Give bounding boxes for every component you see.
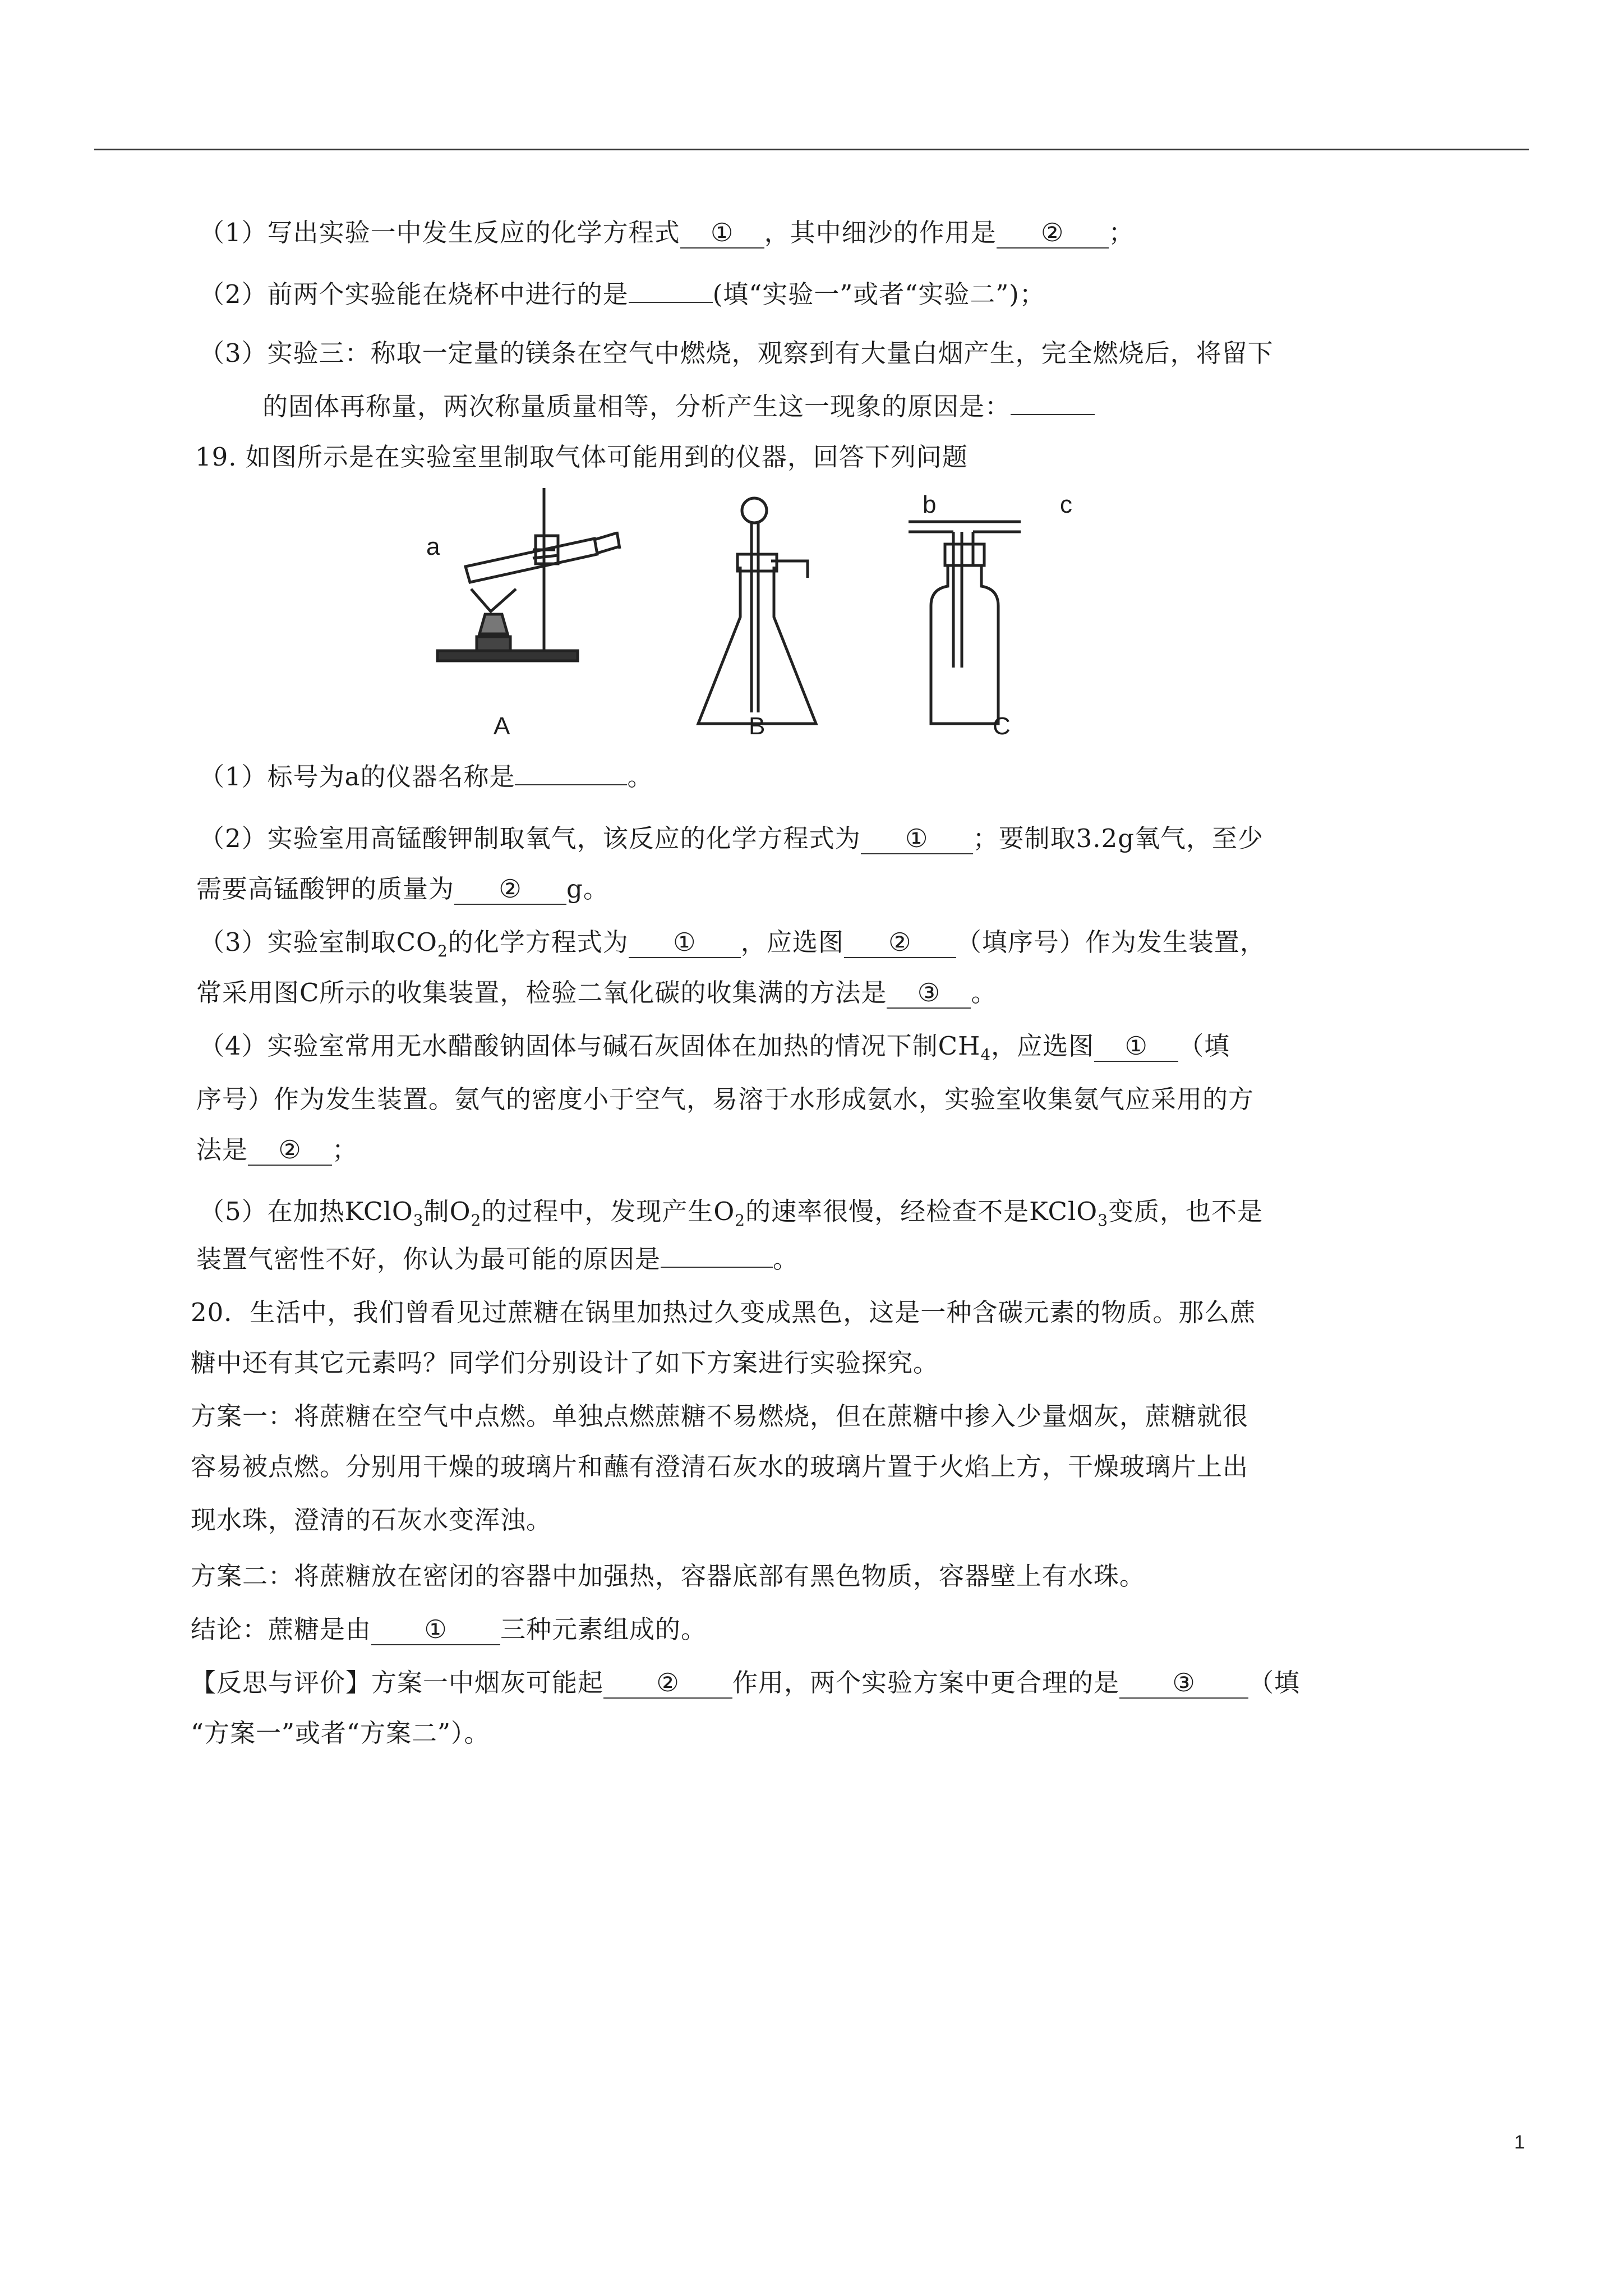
- apparatus-B: [698, 498, 816, 724]
- q19-item3-line2: [196, 976, 997, 1010]
- q18-item2-post: (填“实验一”或者“实验二”)；: [712, 279, 1045, 309]
- q18-item3-line2: [262, 390, 1095, 424]
- q19-item4-post1: （填: [1178, 1031, 1230, 1061]
- q19-item5-t4: 的速率很慢，经检查不是KClO: [745, 1197, 1098, 1226]
- q20-plan1-line3: 现水珠，澄清的石灰水变浑浊。: [191, 1505, 552, 1535]
- q19-item5-s3: 2: [735, 1211, 746, 1230]
- blank-q20-1[interactable]: ①: [371, 1615, 500, 1645]
- blank-q19-4-2[interactable]: ②: [248, 1135, 332, 1166]
- q20-heading-line2: 糖中还有其它元素吗？同学们分别设计了如下方案进行实验探究。: [191, 1348, 939, 1378]
- q19-item2-line2: [196, 872, 609, 906]
- q18-item1: [199, 216, 1135, 250]
- q20-reflection-line2: “方案一”或者“方案二”）。: [191, 1718, 490, 1748]
- q19-item2-mid: ；要制取3.2g氧气，至少: [972, 823, 1264, 853]
- q18-item2: [199, 278, 1045, 311]
- q20-plan1: 方案一：将蔗糖在空气中点燃。单独点燃蔗糖不易燃烧，但在蔗糖中掺入少量烟灰，蔗糖就很: [191, 1401, 1249, 1431]
- figure-label-a: a: [426, 533, 440, 560]
- q19-item2-post: g。: [566, 874, 609, 904]
- q18-item1-text: （1）写出实验一中发生反应的化学方程式: [199, 218, 680, 247]
- q19-item3-mid1: 的化学方程式为: [448, 927, 629, 957]
- q19-item5-line2-text: 装置气密性不好，你认为最可能的原因是: [196, 1244, 661, 1274]
- q19-item4-line2: 序号）作为发生装置。氨气的密度小于空气，易溶于水形成氨水，实验室收集氨气应采用的方: [196, 1084, 1255, 1114]
- q20-reflection: [191, 1666, 1300, 1700]
- q20-conclusion-post: 三种元素组成的。: [500, 1614, 707, 1644]
- blank-q18-item3[interactable]: [1011, 414, 1095, 415]
- q18-item3-line1: （3）实验三：称取一定量的镁条在空气中燃烧，观察到有大量白烟产生，完全燃烧后，将留下: [199, 338, 1274, 368]
- q20-plan2: 方案二：将蔗糖放在密闭的容器中加强热，容器底部有黑色物质，容器壁上有水珠。: [191, 1561, 1146, 1591]
- q19-item5-s1: 3: [413, 1211, 424, 1230]
- blank-q19-4-1[interactable]: ①: [1094, 1032, 1178, 1062]
- q19-item4-sub: 4: [980, 1046, 992, 1064]
- q19-item3-post1: （填序号）作为发生装置，: [956, 927, 1266, 957]
- q19-item4-mid: ，应选图: [991, 1031, 1095, 1061]
- blank-q20-3[interactable]: ③: [1119, 1668, 1248, 1699]
- q19-item3-text: （3）实验室制取CO: [199, 927, 437, 957]
- q19-item2-text: （2）实验室用高锰酸钾制取氧气，该反应的化学方程式为: [199, 823, 861, 853]
- q19-item2-line2-text: 需要高锰酸钾的质量为: [196, 874, 455, 904]
- figure-label-b-port: b: [923, 491, 937, 518]
- q19-item5: [199, 1195, 1263, 1237]
- blank-q19-2-2[interactable]: ②: [454, 875, 566, 905]
- apparatus-drawing: [426, 488, 1099, 746]
- q19-item3-mid2: ，应选图: [740, 927, 844, 957]
- q19-item5-s2: 2: [471, 1211, 482, 1230]
- q18-item2-text: （2）前两个实验能在烧杯中进行的是: [199, 279, 629, 309]
- q20-reflection-post: （填: [1248, 1668, 1301, 1697]
- q19-item5-s4: 3: [1098, 1211, 1109, 1230]
- q19-item2: [199, 822, 1264, 855]
- q19-item4-post2: ；: [332, 1135, 358, 1165]
- header-rule: [94, 149, 1529, 150]
- q19-item1-post: 。: [627, 762, 653, 792]
- blank-q18-item2[interactable]: [629, 302, 713, 303]
- q19-item4-text: （4）实验室常用无水醋酸钠固体与碱石灰固体在加热的情况下制CH: [199, 1031, 981, 1061]
- q20-conclusion: [191, 1613, 707, 1646]
- q19-item5-t2: 制O: [423, 1197, 471, 1226]
- q18-item3-line2-text: 的固体再称量，两次称量质量相等，分析产生这一现象的原因是：: [262, 392, 1011, 421]
- q18-item1-post: ；: [1108, 218, 1135, 247]
- q19-item5-t3: 的过程中，发现产生O: [481, 1197, 735, 1226]
- blank-q19-item5[interactable]: [661, 1267, 773, 1268]
- q19-item5-line2: [196, 1243, 799, 1276]
- q19-item5-t1: （5）在加热KClO: [199, 1197, 413, 1226]
- apparatus-A: [437, 488, 620, 661]
- q19-heading: 19. 如图所示是在实验室里制取气体可能用到的仪器，回答下列问题: [195, 442, 968, 472]
- q19-item3-post2: 。: [971, 978, 997, 1007]
- q20-reflection-text: 【反思与评价】方案一中烟灰可能起: [191, 1668, 604, 1697]
- blank-q19-3-1[interactable]: ①: [629, 928, 741, 958]
- q20-reflection-mid: 作用，两个实验方案中更合理的是: [732, 1668, 1120, 1697]
- q20-conclusion-text: 结论：蔗糖是由: [191, 1614, 372, 1644]
- q19-item1-text: （1）标号为a的仪器名称是: [199, 762, 515, 792]
- blank-q18-1[interactable]: ①: [680, 218, 764, 249]
- figure-label-c-port: c: [1060, 491, 1072, 518]
- apparatus-C: [909, 522, 1021, 724]
- blank-q18-2[interactable]: ②: [997, 218, 1109, 249]
- apparatus-figure: [426, 488, 1099, 746]
- figure-caption-A: A: [494, 712, 510, 740]
- page-number: 1: [1514, 2132, 1525, 2153]
- q19-item3-sub: 2: [437, 942, 448, 960]
- q19-item4-line3-text: 法是: [196, 1135, 248, 1165]
- figure-caption-B: B: [749, 712, 766, 740]
- q19-item3-line2-text: 常采用图C所示的收集装置，检验二氧化碳的收集满的方法是: [196, 978, 887, 1007]
- q18-item1-mid: ，其中细沙的作用是: [764, 218, 997, 247]
- q20-heading: 20．生活中，我们曾看见过蔗糖在锅里加热过久变成黑色，这是一种含碳元素的物质。那么蔗: [191, 1297, 1256, 1327]
- q19-item1: [199, 760, 653, 794]
- blank-q19-2-1[interactable]: ①: [861, 824, 973, 854]
- figure-caption-C: C: [993, 712, 1011, 740]
- blank-q20-2[interactable]: ②: [603, 1668, 732, 1699]
- blank-q19-item1[interactable]: [515, 784, 627, 785]
- q19-item4-line3: [196, 1133, 358, 1167]
- q19-item4: [199, 1029, 1230, 1072]
- blank-q19-3-2[interactable]: ②: [844, 928, 956, 958]
- blank-q19-3-3[interactable]: ③: [887, 978, 971, 1009]
- q19-item5-post: 。: [773, 1244, 799, 1274]
- q19-item3: [199, 926, 1266, 968]
- q19-item5-t5: 变质，也不是: [1108, 1197, 1264, 1226]
- q20-plan1-line2: 容易被点燃。分别用干燥的玻璃片和蘸有澄清石灰水的玻璃片置于火焰上方，干燥玻璃片上出: [191, 1452, 1249, 1481]
